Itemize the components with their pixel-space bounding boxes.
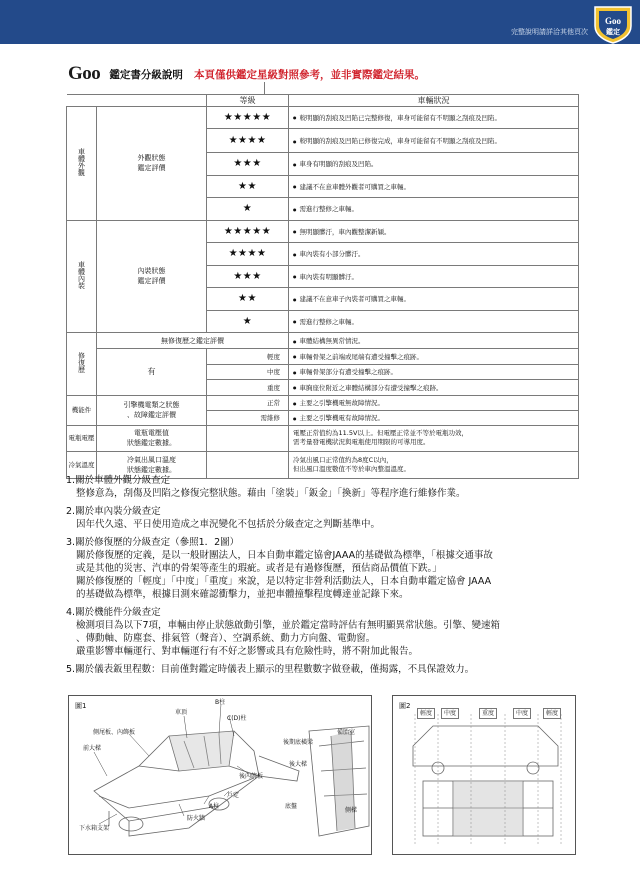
grade-desc: ● 車胸座位附近之車體結構部分有遭受撞擊之痕跡。 xyxy=(289,380,579,396)
zone-label: 重度 xyxy=(479,708,497,719)
figure-2-title: 圖2 xyxy=(399,702,411,710)
figure-1-title: 圖1 xyxy=(75,702,87,710)
grade-desc: ● 較明顯的刮痕及凹陷已完整修復，車身可能留有不明顯之刮痕及凹陷。 xyxy=(289,106,579,129)
label-firewall: 防火牆 xyxy=(187,815,206,822)
repair-none-label: 無修復歷之鑑定評價 xyxy=(97,333,289,349)
label-floor: 底盤 xyxy=(285,803,298,810)
badge-line1: Goo xyxy=(604,16,622,26)
goo-badge-logo xyxy=(592,4,634,44)
star-rating: ★★★★★ xyxy=(207,220,289,243)
label-cd-pillar: C(D)柱 xyxy=(227,715,247,722)
star-rating: ★★★ xyxy=(207,153,289,176)
engine-level: 需維修 xyxy=(207,410,289,425)
ac-sub: 冷氣出風口溫度 狀態鑑定數據。 xyxy=(97,451,207,478)
note-5: 5.關於儀表鈑里程數：目前僅對鑑定時儀表上顯示的里程數數字做登載，僅揭露，不具保證效力。 xyxy=(66,664,475,675)
grade-table xyxy=(66,82,579,479)
grade-desc: ● 建議不在意車子內裝者可購買之車輛。 xyxy=(289,288,579,311)
table-row xyxy=(67,106,579,129)
banner-text: 完整說明請詳洽其他頁次 xyxy=(511,28,588,36)
star-rating: ★★★★ xyxy=(207,129,289,153)
table-header-row xyxy=(67,82,579,94)
label-rear-beam: 後期底橫梁 xyxy=(283,739,314,746)
star-rating: ★★★★★ xyxy=(207,106,289,129)
grade-desc: ● 需進行整修之車輛。 xyxy=(289,310,579,333)
label-b-pillar: B柱 xyxy=(215,699,226,706)
star-rating: ★★ xyxy=(207,288,289,311)
zone-label: 輕度 xyxy=(543,708,561,719)
label-roof: 車頂 xyxy=(175,709,188,716)
label-rear-fender: 後內飾板 xyxy=(239,773,264,780)
star-rating: ★★★ xyxy=(207,265,289,288)
label-bottom-bracket: 下水箱支架 xyxy=(79,825,110,832)
grade-desc: ● 較明顯的刮痕及凹陷已修復完成，車身可能留有不明顯之刮痕及凹陷。 xyxy=(289,129,579,153)
table-row xyxy=(67,395,579,410)
zone-label: 輕度 xyxy=(417,708,435,719)
badge-line2: 鑑定 xyxy=(606,28,620,36)
page-title: 鑑定書分級說明 xyxy=(109,68,183,81)
category-engine: 機能件 xyxy=(67,395,97,425)
col-grade-header: 等級 xyxy=(207,94,289,106)
zone-diagram xyxy=(393,696,577,856)
repair-level: 中度 xyxy=(207,364,289,380)
label-front-beam: 前大樑 xyxy=(83,745,102,752)
table-row xyxy=(67,349,579,365)
zone-label: 中度 xyxy=(441,708,459,719)
page-header xyxy=(68,63,425,83)
label-cross: 側樑 xyxy=(345,807,358,814)
repair-level: 輕度 xyxy=(207,349,289,365)
grade-desc: ● 需進行整修之車輛。 xyxy=(289,198,579,221)
table-header-row xyxy=(67,94,579,106)
note-2: 2.關於車內裝分級查定 因年代久遠、平日使用造成之車況變化不包括於分級查定之判斷基準中。 xyxy=(66,506,381,530)
grade-desc: ● 車體結構無異常情況。 xyxy=(289,333,579,349)
grade-desc: ● 主要之引擎機電無故障情況。 xyxy=(289,395,579,410)
category-exterior: 車體外觀 xyxy=(67,106,97,220)
col-status-header: 車輛狀況 xyxy=(289,94,579,106)
label-rear-big-beam: 後大樑 xyxy=(289,761,308,768)
table-row xyxy=(67,425,579,451)
grade-desc: ● 車內裝有明顯髒汙。 xyxy=(289,265,579,288)
repair-level: 重度 xyxy=(207,380,289,396)
category-ac: 冷氣溫度 xyxy=(67,451,97,478)
top-banner xyxy=(0,0,640,44)
star-rating: ★★ xyxy=(207,175,289,198)
figure-1-car-frame xyxy=(68,695,372,855)
empty-cell xyxy=(207,425,289,451)
grade-desc: ● 主要之引擎機電有故障情況。 xyxy=(289,410,579,425)
grade-desc: ● 車輛骨架部分有遭受撞擊之痕跡。 xyxy=(289,364,579,380)
note-1: 1.關於車體外觀分級查定 整修意為，刮傷及凹陷之修復完整狀態。藉由「塗裝」「鈑金」「換新」等程序進行維修作業。 xyxy=(66,475,466,499)
grade-desc: ● 車身有明顯的刮痕及凹陷。 xyxy=(289,153,579,176)
star-rating: ★ xyxy=(207,198,289,221)
grade-desc: ● 建議不在意車體外觀者可購買之車輛。 xyxy=(289,175,579,198)
star-rating: ★ xyxy=(207,310,289,333)
label-rear-room: 備胎室 xyxy=(337,729,356,736)
label-a-pillar: A柱 xyxy=(209,803,220,810)
grade-desc: ● 車內裝有小部分髒汙。 xyxy=(289,243,579,266)
repair-has-label: 有 xyxy=(97,349,207,396)
note-4: 4.關於機能件分級查定 檢測項目為以下7項，車輛由停止狀態啟動引擎，並於鑑定當時評估有無明顯異常狀態。引擎、變速箱 、傳動軸、防塵套、排氣管（聲音）、空調系統、動力方向盤、電動窗。 嚴重影響車輛運行、對車輛運行有不好之影響或具有危險性時，將不附加此報告。 xyxy=(66,607,501,657)
interior-sub: 內裝狀態 鑑定評價 xyxy=(97,220,207,333)
grade-desc: ● 無明顯髒汙，車內觀整潔新穎。 xyxy=(289,220,579,243)
disclaimer-note: 本頁僅供鑑定星級對照參考，並非實際鑑定結果。 xyxy=(193,68,425,81)
note-3: 3.關於修復歷的分級查定（參照1．2圖） 關於修復歷的定義，是以一般財團法人，日本自動車鑑定協會JAAA的基礎做為標準，「根據交通事故 或是其他的災害、汽車的骨架等產生的瑕疵。或者是有過修復歷，預估商品價值下跌。」 關於修復歷的「輕度」「中度」「重度」來說，是以特定非營利活動法人，日本自動車鑑定協會 JAAA 的基礎做為標準，根據目測來確認衝擊力，並把車體撞擊程度轉達並記錄下來。 xyxy=(66,537,493,600)
category-battery: 電瓶電壓 xyxy=(67,425,97,451)
label-side-panel: 側尾板、內飾板 xyxy=(93,729,136,736)
table-row xyxy=(67,333,579,349)
grade-desc: 冷氣出風口正常值約為8度C以內， 但出風口溫度數值不等於車內整溫溫度。 xyxy=(289,451,579,478)
engine-sub: 引擎機電類之狀態 、故障鑑定評價 xyxy=(97,395,207,425)
explanation-notes xyxy=(66,474,578,681)
category-repair: 修復歷 xyxy=(67,333,97,396)
grade-desc: 電壓正常值約為11.5V以上。但電壓正常並不等於電瓶功效， 需考量發電機狀況與電瓶使用期限的可導用度。 xyxy=(289,425,579,451)
grade-desc: ● 車輛骨架之前端或尾端有遭受撞擊之痕跡。 xyxy=(289,349,579,365)
category-interior: 車體內裝 xyxy=(67,220,97,333)
label-door: 戶定 xyxy=(227,792,240,799)
exterior-sub: 外觀狀態 鑑定評價 xyxy=(97,106,207,220)
battery-sub: 電瓶電壓值 狀態鑑定數據。 xyxy=(97,425,207,451)
goo-logo: Goo xyxy=(68,63,101,84)
zone-label: 中度 xyxy=(513,708,531,719)
table-row xyxy=(67,220,579,243)
figure-2-damage-zones xyxy=(392,695,576,855)
engine-level: 正常 xyxy=(207,395,289,410)
shield-icon xyxy=(592,4,634,44)
star-rating: ★★★★ xyxy=(207,243,289,266)
chassis-illustration xyxy=(69,696,373,856)
